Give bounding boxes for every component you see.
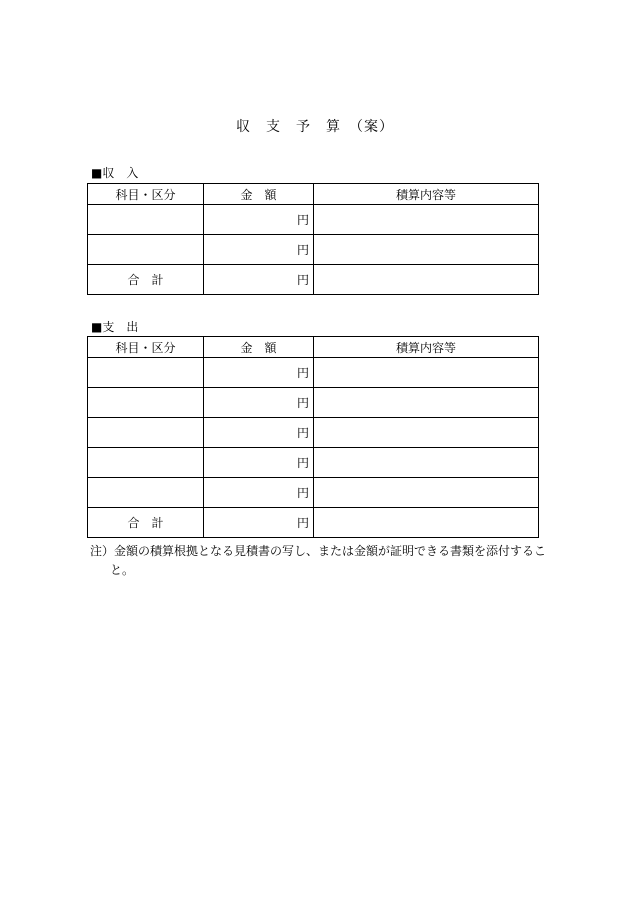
total-detail-cell[interactable]: [314, 265, 539, 295]
item-cell[interactable]: [88, 205, 204, 235]
total-detail-cell[interactable]: [314, 508, 539, 538]
footnote: 注）金額の積算根拠となる見積書の写し、または金額が証明できる書類を添付すること。: [90, 544, 547, 577]
table-row: [88, 478, 539, 508]
table-row: [88, 205, 539, 235]
table-row: [88, 418, 539, 448]
detail-cell[interactable]: [314, 358, 539, 388]
total-row: [88, 508, 539, 538]
amount-cell[interactable]: 円: [204, 205, 314, 235]
item-cell[interactable]: [88, 448, 204, 478]
detail-cell[interactable]: [314, 448, 539, 478]
header-detail: 積算内容等: [314, 337, 539, 358]
total-label: 合 計: [88, 508, 204, 538]
income-section-label: ■収 入: [91, 166, 139, 180]
detail-cell[interactable]: [314, 478, 539, 508]
expense-header-row: [88, 337, 539, 358]
detail-cell[interactable]: [314, 235, 539, 265]
item-cell[interactable]: [88, 388, 204, 418]
amount-cell[interactable]: 円: [204, 235, 314, 265]
header-amount: 金 額: [204, 184, 314, 205]
amount-cell[interactable]: 円: [204, 418, 314, 448]
detail-cell[interactable]: [314, 418, 539, 448]
detail-cell[interactable]: [314, 388, 539, 418]
detail-cell[interactable]: [314, 205, 539, 235]
amount-cell[interactable]: 円: [204, 478, 314, 508]
header-detail: 積算内容等: [314, 184, 539, 205]
total-amount-cell[interactable]: 円: [204, 508, 314, 538]
header-category: 科目・区分: [88, 337, 204, 358]
income-table: [87, 183, 539, 295]
header-amount: 金 額: [204, 337, 314, 358]
expense-section-label: ■支 出: [91, 320, 139, 334]
amount-cell[interactable]: 円: [204, 448, 314, 478]
item-cell[interactable]: [88, 358, 204, 388]
item-cell[interactable]: [88, 235, 204, 265]
table-row: [88, 358, 539, 388]
expense-table: [87, 336, 539, 538]
table-row: [88, 448, 539, 478]
item-cell[interactable]: [88, 418, 204, 448]
total-label: 合 計: [88, 265, 204, 295]
income-header-row: [88, 184, 539, 205]
table-row: [88, 388, 539, 418]
table-row: [88, 235, 539, 265]
page-title: 収 支 予 算 （案）: [236, 119, 394, 135]
item-cell[interactable]: [88, 478, 204, 508]
amount-cell[interactable]: 円: [204, 358, 314, 388]
total-row: [88, 265, 539, 295]
amount-cell[interactable]: 円: [204, 388, 314, 418]
header-category: 科目・区分: [88, 184, 204, 205]
total-amount-cell[interactable]: 円: [204, 265, 314, 295]
